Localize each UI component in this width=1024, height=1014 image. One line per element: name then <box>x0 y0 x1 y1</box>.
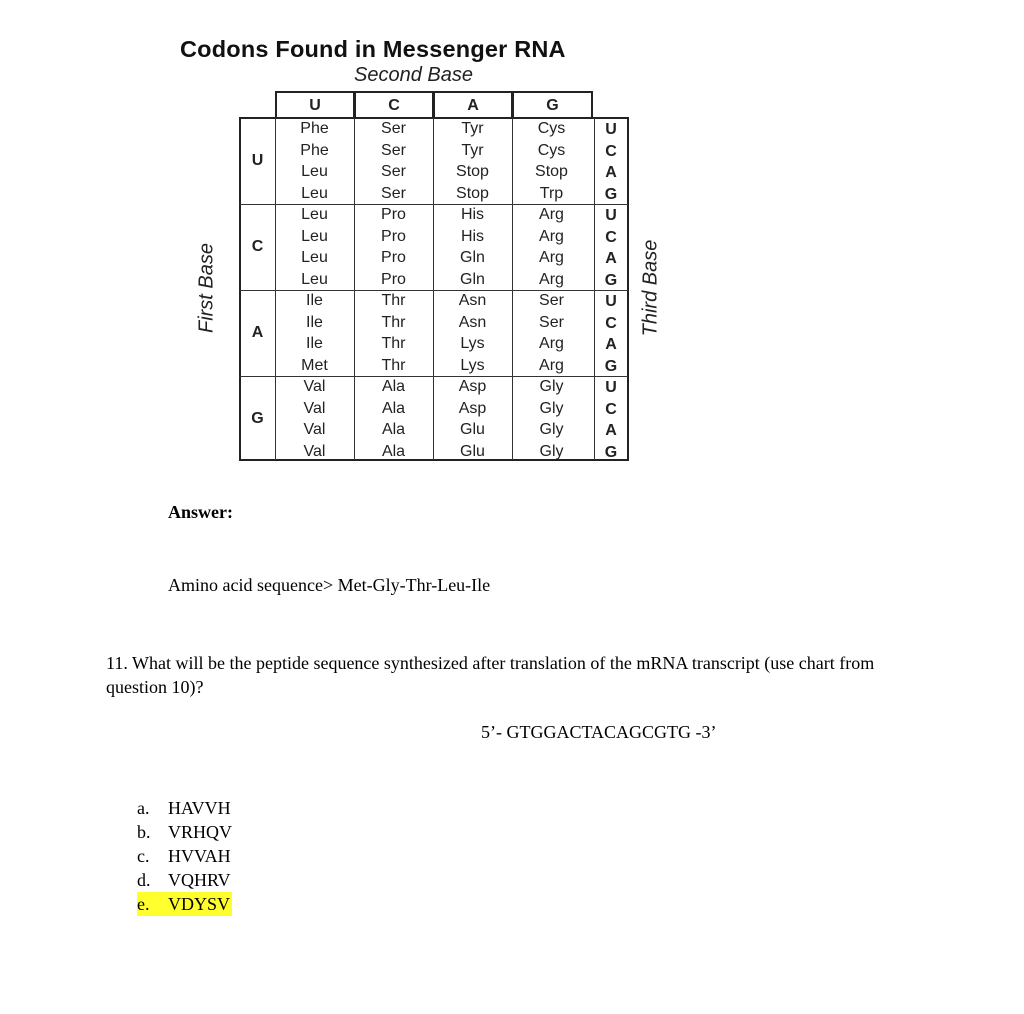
third-base-G: G <box>604 443 618 461</box>
first-base-U: U <box>251 152 264 169</box>
codon-cell: Leu <box>301 270 328 288</box>
codon-cell: Ser <box>539 292 564 309</box>
codon-cell: Pro <box>381 227 406 245</box>
codon-cell: Thr <box>381 313 406 331</box>
codon-cell: Gly <box>539 421 564 438</box>
codon-cell: Lys <box>460 356 485 374</box>
codon-cell: Phe <box>300 120 329 137</box>
answer-options <box>137 796 232 916</box>
codon-cell: Asn <box>458 292 487 309</box>
codon-cell: Val <box>303 442 326 460</box>
first-base-G: G <box>251 410 264 427</box>
codon-cell: His <box>460 227 485 245</box>
column-header-A: A <box>433 91 513 117</box>
third-base-A: A <box>605 164 617 181</box>
codon-cell: Ala <box>381 378 406 395</box>
column-header-U: U <box>275 91 355 117</box>
codon-cell: Thr <box>381 356 406 374</box>
codon-cell: Pro <box>381 249 406 266</box>
codon-cell: Tyr <box>461 141 484 159</box>
codon-cell: His <box>460 206 485 223</box>
codon-cell: Asp <box>458 399 487 417</box>
third-base-U: U <box>605 379 617 396</box>
codon-cell: Arg <box>539 356 564 374</box>
codon-cell: Lys <box>460 335 485 352</box>
option-letter: c. <box>137 846 150 866</box>
codon-cell: Arg <box>539 227 564 245</box>
codon-cell: Ser <box>381 184 406 202</box>
codon-cell: Gly <box>539 442 564 460</box>
codon-cell: Leu <box>301 163 328 180</box>
codon-cell: Gln <box>460 249 485 266</box>
codon-cell: Gln <box>460 270 485 288</box>
codon-cell: Arg <box>539 335 564 352</box>
codon-cell: Phe <box>300 141 329 159</box>
codon-cell: Gly <box>539 399 564 417</box>
column-header-C: C <box>354 91 434 117</box>
first-base-A: A <box>251 324 264 341</box>
codon-cell: Leu <box>301 206 328 223</box>
answer-sequence: Amino acid sequence> Met-Gly-Thr-Leu-Ile <box>168 575 491 595</box>
third-base-G: G <box>604 271 618 289</box>
option-vdysv <box>137 892 232 916</box>
codon-cell: Thr <box>381 335 406 352</box>
codon-cell: Glu <box>460 421 485 438</box>
third-base-U: U <box>605 121 617 138</box>
codon-cell: Stop <box>456 163 489 180</box>
codon-cell: Ser <box>381 120 406 137</box>
codon-cell: Tyr <box>461 120 484 137</box>
codon-cell: Ile <box>306 292 323 309</box>
third-base-G: G <box>604 185 618 203</box>
option-vqhrv <box>137 868 232 892</box>
codon-cell: Gly <box>539 378 564 395</box>
codon-cell: Cys <box>537 120 566 137</box>
mrna-sequence: 5’- GTGGACTACAGCGTG -3’ <box>481 722 717 742</box>
third-base-U: U <box>605 207 617 224</box>
first-base-label: First Base <box>195 242 218 334</box>
chart-title: Codons Found in Messenger RNA <box>180 36 566 62</box>
codon-cell: Arg <box>539 206 564 223</box>
option-letter: b. <box>137 822 151 842</box>
option-vrhqv <box>137 820 232 844</box>
codon-cell: Glu <box>460 442 485 460</box>
codon-cell: Leu <box>301 184 328 202</box>
third-base-U: U <box>605 293 617 310</box>
second-base-label: Second Base <box>354 64 473 86</box>
codon-cell: Asn <box>458 313 487 331</box>
option-text: VRHQV <box>168 822 233 842</box>
third-base-C: C <box>605 142 617 160</box>
third-base-C: C <box>605 228 617 246</box>
codon-cell: Leu <box>301 249 328 266</box>
codon-cell: Val <box>303 421 326 438</box>
option-text: VQHRV <box>168 870 231 890</box>
codon-cell: Ile <box>306 335 323 352</box>
codon-cell: Ala <box>381 399 406 417</box>
third-base-A: A <box>605 336 617 353</box>
table-vline <box>594 118 595 460</box>
codon-cell: Arg <box>539 249 564 266</box>
codon-cell: Pro <box>381 206 406 223</box>
codon-cell: Asp <box>458 378 487 395</box>
codon-cell: Cys <box>537 141 566 159</box>
codon-cell: Ala <box>381 442 406 460</box>
option-text: HVVAH <box>168 846 231 866</box>
option-letter: e. <box>137 894 150 914</box>
option-letter: a. <box>137 798 150 818</box>
codon-cell: Ser <box>539 313 564 331</box>
codon-cell: Met <box>301 356 328 374</box>
third-base-label: Third Base <box>639 239 662 337</box>
codon-cell: Trp <box>539 184 564 202</box>
codon-cell: Pro <box>381 270 406 288</box>
codon-cell: Val <box>303 378 326 395</box>
codon-cell: Ala <box>381 421 406 438</box>
third-base-A: A <box>605 422 617 439</box>
codon-cell: Ile <box>306 313 323 331</box>
option-text: HAVVH <box>168 798 231 818</box>
codon-cell: Stop <box>456 184 489 202</box>
option-text: VDYSV <box>168 894 231 914</box>
column-header-G: G <box>512 91 593 117</box>
codon-cell: Ser <box>381 141 406 159</box>
codon-cell: Thr <box>381 292 406 309</box>
codon-cell: Leu <box>301 227 328 245</box>
option-hvvah <box>137 844 232 868</box>
option-letter: d. <box>137 870 151 890</box>
answer-label: Answer: <box>168 502 233 522</box>
codon-cell: Arg <box>539 270 564 288</box>
question-text: 11. What will be the peptide sequence synthesized after translation of the mRNA transcript (use chart from question 10)? <box>106 653 875 697</box>
codon-cell: Val <box>303 399 326 417</box>
third-base-G: G <box>604 357 618 375</box>
option-havvh <box>137 796 232 820</box>
third-base-C: C <box>605 314 617 332</box>
third-base-C: C <box>605 400 617 418</box>
codon-cell: Stop <box>535 163 568 180</box>
codon-cell: Ser <box>381 163 406 180</box>
third-base-A: A <box>605 250 617 267</box>
first-base-C: C <box>251 238 264 255</box>
